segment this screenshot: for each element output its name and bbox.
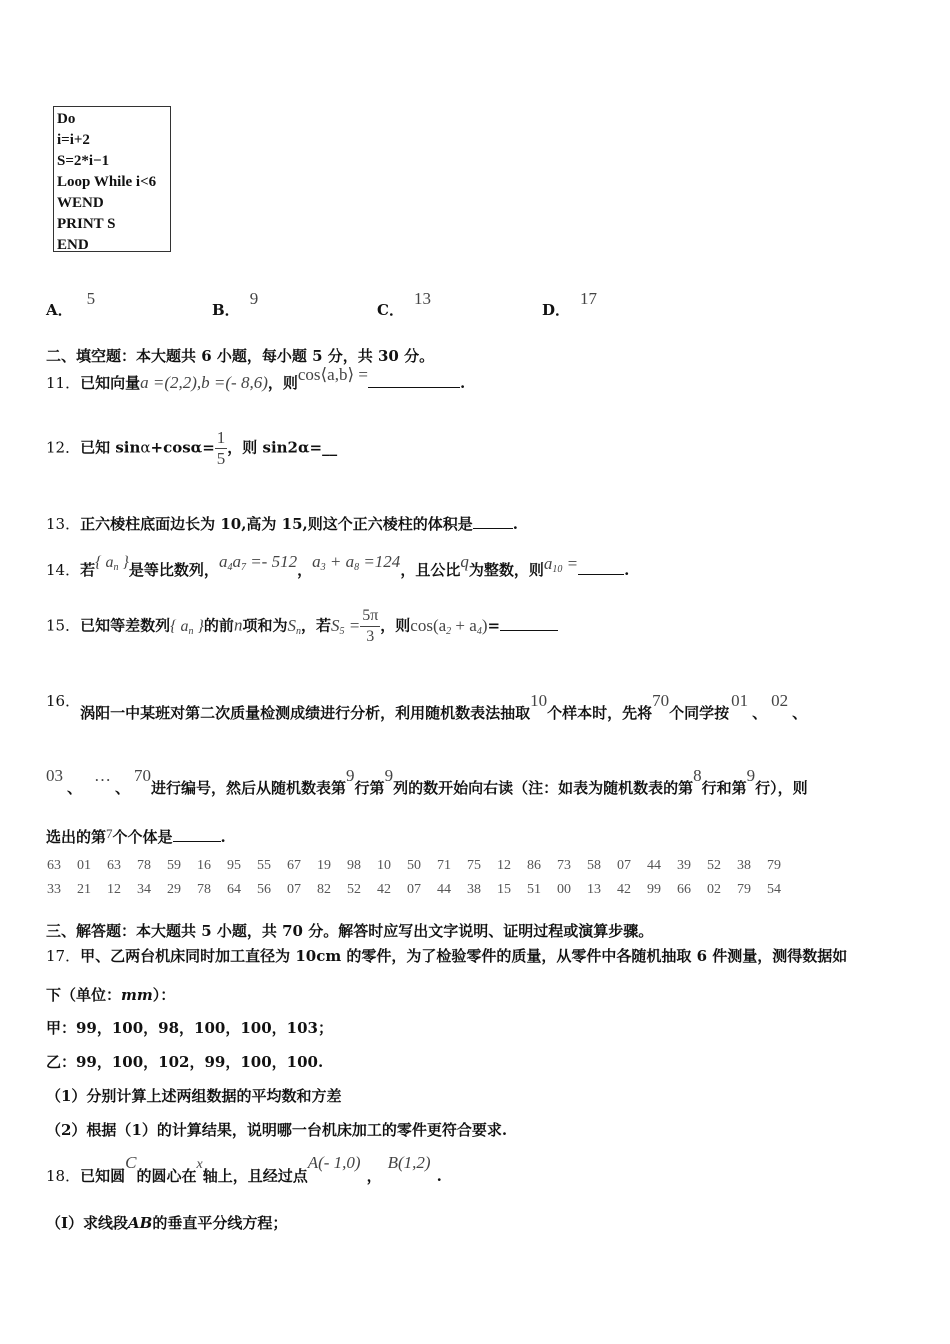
option-d[interactable] bbox=[542, 288, 598, 319]
random-number-cell: 42 bbox=[377, 882, 391, 897]
random-number-cell: 07 bbox=[407, 882, 421, 897]
q16-math: 9 bbox=[746, 766, 756, 785]
question-number: 13． bbox=[46, 515, 81, 533]
code-line: i=i+2 bbox=[57, 132, 90, 148]
random-number-cell: 34 bbox=[137, 882, 151, 897]
option-letter: A． bbox=[46, 301, 73, 319]
math-part: =124 bbox=[359, 552, 401, 571]
q17-data-yi: 乙：99，100，102，99，100，100. bbox=[46, 1053, 324, 1071]
q16-math: … bbox=[94, 766, 112, 785]
math-part: S bbox=[287, 615, 296, 635]
q12-text: +cosα= bbox=[150, 438, 215, 457]
q14-product bbox=[219, 552, 297, 571]
q18-text: （Ⅰ）求线段 bbox=[46, 1214, 129, 1232]
random-number-cell: 07 bbox=[617, 858, 631, 873]
random-number-cell: 55 bbox=[257, 858, 271, 873]
question-16-line-3 bbox=[46, 826, 226, 847]
q18-text: ， bbox=[366, 1167, 382, 1185]
q16-text: 涡阳一中某班对第二次质量检测成绩进行分析，利用随机数表法抽取 bbox=[80, 704, 531, 722]
q15-fraction bbox=[360, 606, 380, 647]
q14-sum bbox=[312, 552, 400, 571]
q16-math: 02 bbox=[771, 691, 789, 710]
q16-text: 、 bbox=[67, 779, 83, 797]
question-13 bbox=[46, 513, 518, 534]
random-number-cell: 38 bbox=[467, 882, 481, 897]
random-number-cell: 98 bbox=[347, 858, 361, 873]
answer-blank[interactable] bbox=[500, 616, 558, 631]
code-line: WEND bbox=[57, 195, 104, 211]
random-table-row bbox=[47, 858, 797, 874]
random-number-cell: 63 bbox=[47, 858, 61, 873]
math-sub: 5 bbox=[339, 625, 345, 637]
q16-text: 个样本时，先将 bbox=[547, 704, 653, 722]
fraction-numerator: 1 bbox=[216, 428, 226, 447]
q12-alpha: α bbox=[140, 438, 151, 457]
math-part: =- 512 bbox=[245, 552, 298, 571]
random-number-cell: 78 bbox=[137, 858, 151, 873]
q16-text: 个同学按 bbox=[669, 704, 730, 722]
question-number: 11． bbox=[46, 374, 81, 392]
code-line: Loop While i<6 bbox=[57, 174, 157, 190]
math-part: + a bbox=[325, 552, 355, 571]
question-16 bbox=[46, 690, 808, 722]
math-part: { a bbox=[170, 617, 189, 635]
q15-text: ，则 bbox=[380, 616, 411, 635]
random-number-cell: 00 bbox=[557, 882, 571, 897]
random-number-cell: 12 bbox=[497, 858, 511, 873]
answer-blank[interactable] bbox=[578, 560, 624, 575]
option-letter: C． bbox=[377, 301, 404, 319]
question-14 bbox=[46, 552, 630, 581]
q17-text: 下（单位： bbox=[46, 986, 122, 1004]
q16-math: 01 bbox=[731, 691, 749, 710]
option-value: 9 bbox=[249, 289, 259, 308]
option-value: 17 bbox=[580, 289, 598, 308]
option-letter: B． bbox=[212, 301, 240, 319]
random-number-cell: 19 bbox=[317, 858, 331, 873]
q14-text: ， bbox=[297, 561, 313, 579]
q16-text: 、 bbox=[752, 704, 768, 722]
random-table-row bbox=[47, 882, 797, 898]
random-number-cell: 02 bbox=[707, 882, 721, 897]
math-sub: 7 bbox=[240, 562, 246, 573]
random-number-cell: 78 bbox=[197, 882, 211, 897]
q15-sn bbox=[287, 616, 301, 635]
q15-n: n bbox=[233, 615, 243, 635]
random-number-cell: 63 bbox=[107, 858, 121, 873]
math-part: } bbox=[118, 554, 129, 571]
option-value: 13 bbox=[413, 289, 431, 308]
math-part: ) bbox=[481, 615, 488, 635]
q16-text: 、 bbox=[115, 779, 131, 797]
random-number-cell: 07 bbox=[287, 882, 301, 897]
q14-sequence bbox=[95, 554, 129, 571]
random-number-cell: 52 bbox=[347, 882, 361, 897]
q18-text: 已知圆 bbox=[80, 1167, 126, 1185]
answer-blank[interactable] bbox=[473, 514, 513, 529]
q16-end: . bbox=[220, 828, 226, 846]
q15-text: ，若 bbox=[300, 616, 331, 635]
q12-text: ，则 sin2α= bbox=[227, 438, 323, 457]
math-part: { a bbox=[95, 554, 114, 571]
random-number-cell: 99 bbox=[647, 882, 661, 897]
code-line: Do bbox=[57, 111, 76, 127]
q16-math: 7 bbox=[106, 826, 113, 841]
q16-math: 70 bbox=[134, 766, 152, 785]
q11-vectors: a =(2,2),b =(- 8,6) bbox=[140, 373, 268, 392]
q13-end: . bbox=[512, 515, 518, 533]
random-number-cell: 56 bbox=[257, 882, 271, 897]
random-number-cell: 38 bbox=[737, 858, 751, 873]
q17-data-jia: 甲：99，100，98，100，100，103； bbox=[46, 1019, 333, 1037]
q14-text: ，且公比 bbox=[400, 561, 461, 579]
question-17 bbox=[46, 945, 847, 966]
q18-part-1 bbox=[46, 1212, 287, 1233]
option-value: 5 bbox=[86, 289, 96, 308]
math-part: a bbox=[543, 554, 553, 573]
q18-end: . bbox=[436, 1167, 442, 1185]
question-number: 18． bbox=[46, 1167, 81, 1185]
q16-text: 行），则 bbox=[755, 779, 808, 797]
question-number: 16． bbox=[46, 692, 81, 710]
q18-text: 的垂直平分线方程； bbox=[152, 1214, 288, 1232]
random-number-cell: 10 bbox=[377, 858, 391, 873]
math-part: a bbox=[218, 552, 228, 571]
q16-math: 10 bbox=[530, 691, 548, 710]
q18-point-b: B(1,2) bbox=[387, 1153, 431, 1172]
question-number: 15． bbox=[46, 616, 81, 635]
question-number: 12． bbox=[46, 438, 81, 457]
random-number-cell: 66 bbox=[677, 882, 691, 897]
q16-text: 个个体是 bbox=[112, 828, 173, 846]
math-part: a bbox=[232, 552, 241, 571]
math-part: + a bbox=[451, 615, 477, 635]
q14-text: 为整数，则 bbox=[468, 561, 544, 579]
q16-text: 选出的第 bbox=[46, 828, 107, 846]
answer-blank[interactable] bbox=[173, 827, 221, 842]
random-number-cell: 42 bbox=[617, 882, 631, 897]
random-number-cell: 29 bbox=[167, 882, 181, 897]
q15-s5 bbox=[331, 616, 360, 635]
random-number-cell: 15 bbox=[497, 882, 511, 897]
q11-cosine: cos⟨a,b⟩ = bbox=[297, 365, 368, 384]
section-heading-fill-in: 二、填空题：本大题共 6 小题，每小题 5 分，共 30 分。 bbox=[46, 347, 435, 365]
random-number-cell: 86 bbox=[527, 858, 541, 873]
random-number-cell: 01 bbox=[77, 858, 91, 873]
q16-math: 9 bbox=[346, 766, 355, 785]
math-part: } bbox=[193, 617, 204, 635]
code-line: S=2*i−1 bbox=[57, 153, 110, 169]
random-number-cell: 64 bbox=[227, 882, 241, 897]
q12-fraction bbox=[215, 428, 228, 469]
random-number-cell: 33 bbox=[47, 882, 61, 897]
q16-text: 行第 bbox=[354, 779, 385, 797]
fraction-numerator: 5π bbox=[360, 606, 380, 627]
math-sub: 4 bbox=[227, 562, 233, 573]
q16-math: 70 bbox=[652, 691, 670, 710]
q18-text: 轴上，且经过点 bbox=[202, 1167, 308, 1185]
math-sub: n bbox=[295, 625, 301, 637]
math-sub: 3 bbox=[320, 562, 326, 573]
q17-text: 甲、乙两台机床同时加工直径为 10cm 的零件，为了检验零件的质量，从零件中各随机抽取 6 件测量，测得数据如 bbox=[80, 947, 848, 965]
random-number-cell: 52 bbox=[707, 858, 721, 873]
q16-text: 行和第 bbox=[701, 779, 747, 797]
question-11 bbox=[46, 365, 466, 393]
random-number-cell: 44 bbox=[647, 858, 661, 873]
q14-text: 是等比数列， bbox=[128, 561, 219, 579]
random-number-cell: 58 bbox=[587, 858, 601, 873]
q18-point-a: A(- 1,0) bbox=[307, 1153, 361, 1172]
random-number-cell: 59 bbox=[167, 858, 181, 873]
math-part: cos(a bbox=[410, 615, 447, 635]
q16-math: 8 bbox=[693, 766, 702, 785]
q15-sequence bbox=[170, 618, 204, 635]
option-b[interactable] bbox=[212, 288, 259, 319]
q14-text: 若 bbox=[80, 561, 96, 579]
q14-end: . bbox=[624, 561, 630, 579]
option-letter: D． bbox=[542, 301, 571, 319]
math-part: = bbox=[344, 615, 361, 635]
random-number-cell: 39 bbox=[677, 858, 691, 873]
random-number-cell: 50 bbox=[407, 858, 421, 873]
random-number-cell: 75 bbox=[467, 858, 481, 873]
q15-text: 项和为 bbox=[242, 616, 288, 635]
option-c[interactable] bbox=[377, 288, 431, 319]
q16-text: 列的数开始向右读（注：如表为随机数表的第 bbox=[393, 779, 694, 797]
question-number: 14． bbox=[46, 561, 81, 579]
question-12 bbox=[46, 428, 337, 469]
q16-math: 03 bbox=[46, 766, 63, 785]
random-number-cell: 13 bbox=[587, 882, 601, 897]
q15-cos bbox=[410, 616, 487, 635]
q15-text: 的前 bbox=[203, 616, 234, 635]
math-sub: 8 bbox=[354, 562, 360, 573]
random-number-cell: 54 bbox=[767, 882, 781, 897]
question-15 bbox=[46, 606, 558, 647]
math-sub: n bbox=[113, 562, 119, 573]
question-number: 17． bbox=[46, 947, 81, 965]
answer-blank[interactable]: __ bbox=[322, 438, 338, 457]
answer-blank[interactable] bbox=[368, 373, 460, 388]
math-sub: 10 bbox=[552, 564, 563, 575]
q11-text: 已知向量 bbox=[80, 374, 141, 392]
q17-part-1: （1）分别计算上述两组数据的平均数和方差 bbox=[46, 1087, 342, 1105]
q16-math: 9 bbox=[384, 766, 394, 785]
random-number-cell: 82 bbox=[317, 882, 331, 897]
q17-text: ）： bbox=[152, 986, 176, 1004]
math-sub: n bbox=[188, 625, 194, 637]
random-number-cell: 79 bbox=[767, 858, 781, 873]
program-code-box bbox=[53, 106, 171, 252]
q14-ratio: q bbox=[460, 552, 469, 571]
q11-text: ，则 bbox=[267, 374, 298, 392]
q15-text: 已知等差数列 bbox=[80, 616, 171, 635]
question-17-line-2 bbox=[46, 984, 175, 1005]
math-part: a bbox=[312, 552, 321, 571]
q16-text: 进行编号，然后从随机数表第 bbox=[151, 779, 347, 797]
random-number-cell: 21 bbox=[77, 882, 91, 897]
question-18 bbox=[46, 1152, 442, 1185]
random-number-cell: 12 bbox=[107, 882, 121, 897]
random-number-cell: 51 bbox=[527, 882, 541, 897]
random-number-cell: 71 bbox=[437, 858, 451, 873]
q18-math: C bbox=[125, 1153, 137, 1172]
fraction-denominator: 3 bbox=[366, 628, 375, 645]
random-number-cell: 73 bbox=[557, 858, 571, 873]
section-heading-solutions: 三、解答题：本大题共 5 小题，共 70 分。解答时应写出文字说明、证明过程或演算步骤。 bbox=[46, 922, 654, 940]
random-number-cell: 44 bbox=[437, 882, 451, 897]
math-part: S bbox=[330, 615, 340, 635]
q18-math: x bbox=[196, 1157, 203, 1172]
q13-text: 正六棱柱底面边长为 10,高为 15,则这个正六棱柱的体积是 bbox=[80, 515, 473, 533]
q17-unit: mm bbox=[121, 986, 153, 1004]
random-number-cell: 95 bbox=[227, 858, 241, 873]
q11-end: . bbox=[459, 374, 466, 392]
random-number-cell: 67 bbox=[287, 858, 301, 873]
math-part: = bbox=[562, 554, 579, 573]
math-sub: 2 bbox=[446, 625, 452, 637]
random-number-cell: 79 bbox=[737, 882, 751, 897]
math-sub: 4 bbox=[476, 625, 482, 637]
q14-a10 bbox=[544, 554, 578, 573]
q17-part-2: （2）根据（1）的计算结果，说明哪一台机床加工的零件更符合要求. bbox=[46, 1121, 508, 1139]
q18-segment: AB bbox=[128, 1214, 153, 1232]
q15-text: = bbox=[487, 616, 501, 635]
option-a[interactable] bbox=[46, 288, 96, 319]
code-line: PRINT S bbox=[57, 216, 116, 232]
q16-text: 、 bbox=[792, 704, 808, 722]
question-16-line-2 bbox=[46, 765, 808, 797]
code-line: END bbox=[57, 237, 89, 253]
q12-text: 已知 sin bbox=[80, 438, 141, 457]
q18-text: 的圆心在 bbox=[136, 1167, 197, 1185]
random-number-cell: 16 bbox=[197, 858, 211, 873]
fraction-denominator: 5 bbox=[216, 449, 226, 468]
